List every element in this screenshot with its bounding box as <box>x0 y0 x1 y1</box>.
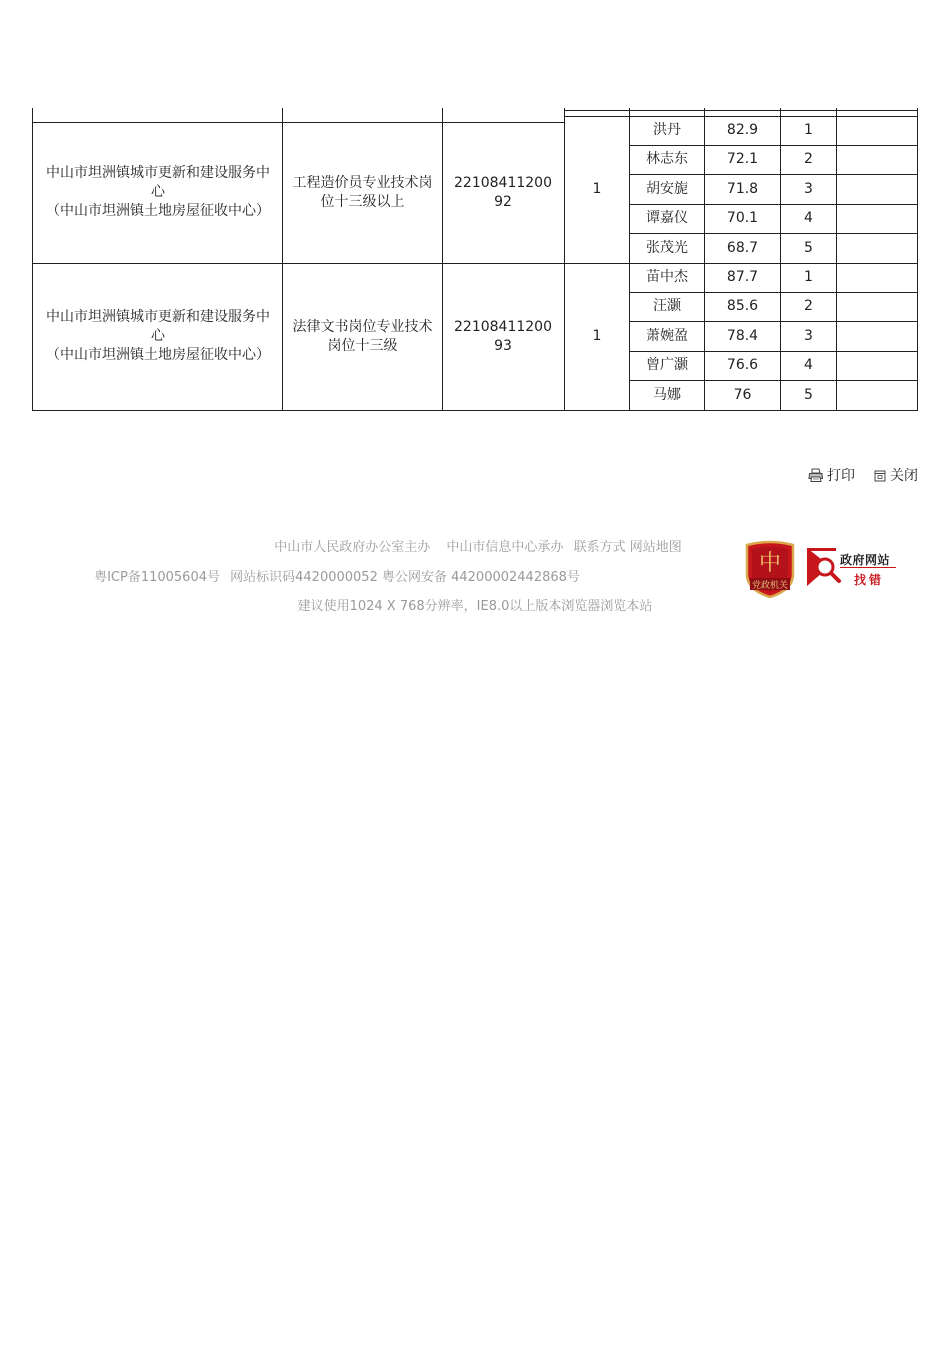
table-border <box>564 110 918 111</box>
unit-name-cell <box>40 122 276 263</box>
unit-alias: （中山市坦洲镇土地房屋征收中心） <box>46 203 270 219</box>
candidate-rank: 5 <box>804 386 813 403</box>
position-name: 工程造价员专业技术岗位十三级以上 <box>292 174 433 210</box>
candidate-score: 85.6 <box>726 298 759 314</box>
close-label: 关闭 <box>890 468 918 484</box>
candidate-rank: 2 <box>804 151 813 167</box>
quota-cell <box>565 116 629 263</box>
candidate-score: 76 <box>733 386 752 403</box>
candidate-name: 胡安旎 <box>646 180 688 197</box>
find-error-badge[interactable] <box>806 546 898 590</box>
candidate-name: 谭嘉仪 <box>646 210 688 226</box>
close-window-icon <box>873 468 887 482</box>
unit-alias: （中山市坦洲镇土地房屋征收中心） <box>46 347 270 363</box>
quota: 1 <box>592 181 602 197</box>
unit-name: 中山市坦洲镇城市更新和建设服务中心 <box>46 309 270 344</box>
candidate-name: 曾广灏 <box>646 357 688 373</box>
candidate-note <box>837 145 917 174</box>
candidate-rank: 4 <box>804 210 813 226</box>
candidate-score: 72.1 <box>726 151 759 167</box>
position-code: 2210841120093 <box>454 318 552 354</box>
footer-host: 中山市人民政府办公室主办 <box>274 540 431 555</box>
candidate-note <box>837 292 917 321</box>
page-actions <box>808 465 918 485</box>
position-name-cell <box>290 122 435 263</box>
candidate-rank: 5 <box>804 239 813 256</box>
quota-cell <box>565 263 629 410</box>
candidate-name: 萧婉盈 <box>646 327 688 344</box>
candidate-score: 78.4 <box>726 327 759 344</box>
party-badge-text: 党政机关 <box>751 581 789 591</box>
candidate-name: 马娜 <box>653 386 681 403</box>
candidate-score: 68.7 <box>726 239 759 256</box>
candidate-note <box>837 204 917 233</box>
candidate-note <box>837 380 917 410</box>
candidate-note <box>837 233 917 263</box>
candidate-rank: 3 <box>804 180 813 197</box>
svg-text:中: 中 <box>758 551 782 576</box>
candidate-name: 张茂光 <box>646 239 688 256</box>
position-code-cell <box>450 263 556 410</box>
candidate-score: 70.1 <box>726 210 759 226</box>
table-border <box>917 108 918 411</box>
print-button[interactable] <box>808 465 855 485</box>
printer-icon <box>808 467 824 483</box>
candidate-note <box>837 351 917 380</box>
unit-name-cell <box>40 263 276 410</box>
find-error-label: 找错 <box>854 573 885 587</box>
candidate-score: 87.7 <box>726 269 759 285</box>
footer-contact-link[interactable]: 联系方式 <box>573 540 626 555</box>
position-code: 2210841120092 <box>454 174 552 210</box>
footer-line-2 <box>0 566 812 585</box>
candidate-name: 洪丹 <box>653 122 681 138</box>
table-border <box>442 108 443 411</box>
position-name-cell <box>290 263 435 410</box>
find-error-title: 政府网站 <box>840 553 891 567</box>
candidate-name: 林志东 <box>646 151 688 167</box>
candidate-note <box>837 263 917 292</box>
party-shield-icon <box>744 540 796 598</box>
footer-line-3 <box>0 595 950 614</box>
table-border <box>32 410 918 411</box>
unit-name: 中山市坦洲镇城市更新和建设服务中心 <box>46 165 270 200</box>
footer-icp-link[interactable]: 粤ICP备11005604号 <box>94 570 220 585</box>
footer-organizer: 中山市信息中心承办 <box>446 540 564 555</box>
candidate-rank: 4 <box>804 357 813 373</box>
badge-divider <box>840 567 896 568</box>
candidate-rank: 2 <box>804 298 813 314</box>
footer-police-link[interactable]: 粤公网安备 44200002442868号 <box>381 570 580 585</box>
close-button[interactable] <box>873 465 918 485</box>
footer-site-code: 网站标识码4420000052 <box>230 570 378 585</box>
table-border <box>282 108 283 411</box>
footer-browser-tip: 建议使用1024 X 768分辨率，IE8.0以上版本浏览器浏览本站 <box>297 599 653 614</box>
candidate-score: 76.6 <box>726 357 759 373</box>
footer-sitemap-link[interactable]: 网站地图 <box>629 540 682 555</box>
candidate-score: 82.9 <box>726 122 759 138</box>
position-code-cell <box>450 122 556 263</box>
score-table <box>32 108 918 411</box>
print-label: 打印 <box>827 468 855 484</box>
candidate-note <box>837 116 917 145</box>
candidate-rank: 1 <box>804 269 813 285</box>
candidate-score: 71.8 <box>726 180 759 197</box>
candidate-rank: 1 <box>804 122 813 138</box>
candidate-note <box>837 174 917 204</box>
candidate-note <box>837 321 917 351</box>
candidate-name: 汪灏 <box>653 298 681 314</box>
position-name: 法律文书岗位专业技术岗位十三级 <box>292 318 433 354</box>
party-government-badge[interactable] <box>744 540 796 598</box>
candidate-rank: 3 <box>804 327 813 344</box>
quota: 1 <box>592 328 602 344</box>
candidate-name: 苗中杰 <box>646 269 688 285</box>
table-border <box>32 108 33 411</box>
